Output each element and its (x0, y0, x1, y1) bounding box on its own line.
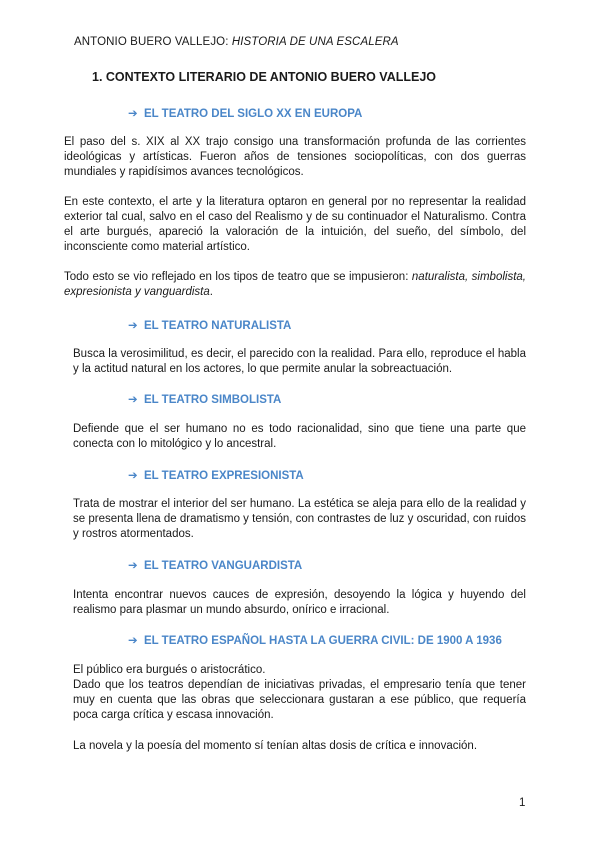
paragraph-espanol-line-3: La novela y la poesía del momento sí tenían altas dosis de crítica e innovación. (73, 740, 478, 752)
paragraph-europa-3-text (64, 270, 526, 300)
paragraph-vanguardista-text: Intenta encontrar nuevos cauces de expresión, desoyendo la lógica y huyendo del realismo para plasmar un mundo absurdo, onírico e irracional. (73, 589, 526, 616)
section-title: 1. CONTEXTO LITERARIO DE ANTONIO BUERO VALLEJO (92, 70, 437, 84)
subheading-europa-label: EL TEATRO DEL SIGLO XX EN EUROPA (144, 108, 363, 120)
subheading-espanol (128, 633, 502, 647)
subheading-expresionista (128, 468, 304, 482)
subheading-simbolista (128, 392, 281, 406)
theatre-types-end: . (209, 286, 213, 298)
subheading-naturalista (128, 318, 291, 332)
paragraph-expresionista-text: Trata de mostrar el interior del ser humano. La estética se aleja para ello de la realidad y se presenta llena de dramatismo y tensión, con contrastes de luz y oscuridad, con ruidos y rostros atormentados. (73, 498, 526, 540)
subheading-expresionista-label: EL TEATRO EXPRESIONISTA (144, 470, 304, 482)
subheading-simbolista-label: EL TEATRO SIMBOLISTA (144, 394, 282, 406)
arrow-right-icon: ➔ (128, 560, 138, 572)
header-work-title: HISTORIA DE UNA ESCALERA (231, 36, 399, 48)
paragraph-espanol-closing (73, 739, 526, 754)
arrow-right-icon: ➔ (128, 394, 138, 406)
arrow-right-icon: ➔ (128, 635, 138, 647)
paragraph-espanol (73, 663, 526, 723)
paragraph-naturalista-text: Busca la verosimilitud, es decir, el parecido con la realidad. Para ello, reproduce el habla y la actitud natural en los actores, lo que permite anular la sobreactuación. (73, 348, 526, 375)
header-author: ANTONIO BUERO VALLEJO: (74, 36, 232, 48)
subheading-naturalista-label: EL TEATRO NATURALISTA (144, 320, 292, 332)
arrow-right-icon: ➔ (128, 470, 138, 482)
paragraph-europa-2 (64, 195, 526, 255)
paragraph-vanguardista (73, 588, 526, 618)
paragraph-europa-1 (64, 135, 526, 180)
paragraph-espanol-line-2: Dado que los teatros dependían de iniciativas privadas, el empresario tenía que tener muy en cuenta que las obras que seleccionara gustaran a ese público, que requería poca carga crítica y escasa innovación. (73, 679, 526, 721)
arrow-right-icon: ➔ (128, 108, 138, 120)
paragraph-europa-1-text: El paso del s. XIX al XX trajo consigo una transformación profunda de las corrientes ideológicas y artísticas. Fueron años de tensiones sociopolíticas, con dos guerras mundiales y rapidísimos avances tecnológicos. (64, 136, 526, 178)
paragraph-espanol-line-1: El público era burgués o aristocrático. (73, 664, 266, 676)
running-header (74, 36, 399, 48)
page-number: 1 (519, 797, 526, 809)
subheading-vanguardista (128, 558, 302, 572)
paragraph-simbolista (73, 422, 526, 452)
paragraph-simbolista-text: Defiende que el ser humano no es todo racionalidad, sino que tiene una parte que conecta con lo mitológico y lo ancestral. (73, 423, 526, 450)
subheading-vanguardista-label: EL TEATRO VANGUARDISTA (144, 560, 303, 572)
paragraph-europa-2-text: En este contexto, el arte y la literatura optaron en general por no representar la realidad exterior tal cual, salvo en el caso del Realismo y de su continuador el Naturalismo. Contra el arte burgués, apareció la valoración de la intuición, del sueño, del símbolo, del inconsciente como material artístico. (64, 196, 526, 253)
paragraph-europa-3 (64, 270, 526, 300)
subheading-europa (128, 106, 362, 120)
paragraph-expresionista (73, 497, 526, 542)
paragraph-naturalista (73, 347, 526, 377)
theatre-types-lead: Todo esto se vio reflejado en los tipos de teatro que se impusieron: (64, 271, 412, 283)
theatre-types-list: naturalista, simbolista, expresionista y vanguardista (64, 271, 526, 298)
subheading-espanol-label: EL TEATRO ESPAÑOL HASTA LA GUERRA CIVIL: DE 1900 A 1936 (144, 635, 502, 647)
arrow-right-icon: ➔ (128, 320, 138, 332)
